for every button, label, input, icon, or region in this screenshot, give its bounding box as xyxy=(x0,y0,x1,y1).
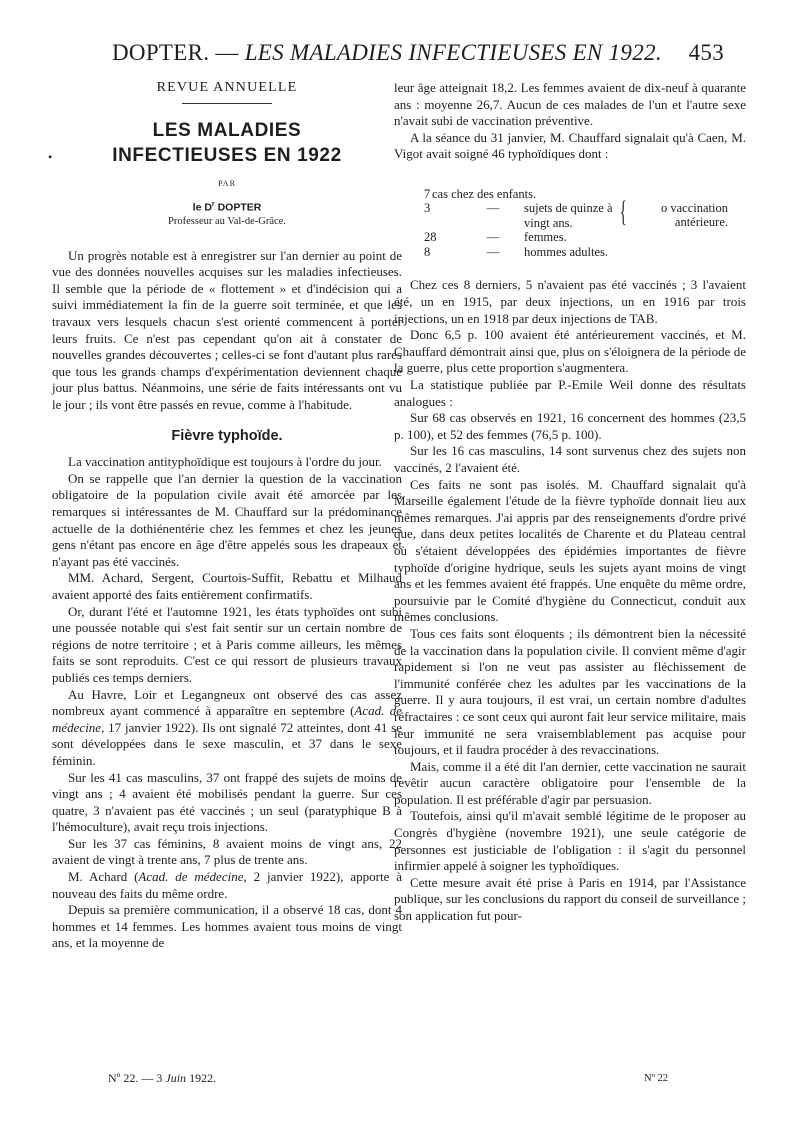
paragraph: Tous ces faits sont éloquents ; ils démontrent bien la nécessité de la vaccination dans la population civile. Il convient même d'agir rapidement si l'on ne veut pas assister au fléchissement de l'immunité conférée chez les adultes par les vaccinations de la guerre. Il y aura toujours, il est vrai, un certain nombre d'adultes réfractaires : ce sont ceux qui auront fait leur service militaire, mais leur immunité ne sera vraisemblablement pas acquise pour toujours, et il faudra procéder à des revaccinations. xyxy=(394,625,746,758)
author-prefix: le D xyxy=(192,201,212,214)
section-heading: Fièvre typhoïde. xyxy=(171,427,283,444)
case-count: 28 xyxy=(424,230,437,245)
rubric-divider xyxy=(182,103,272,104)
paragraph: A la séance du 31 janvier, M. Chauffard signalait qu'à Caen, M. Vigot avait soigné 46 typhoïdiques dont : xyxy=(394,129,746,162)
article-title-line2: INFECTIEUSES EN 1922 xyxy=(112,144,342,166)
citation: Acad. de médecine, xyxy=(52,703,403,735)
paragraph: La statistique publiée par P.-Emile Weil donne des résultats analogues : xyxy=(394,377,746,409)
header-title: LES MALADIES INFECTIEUSES EN 1922. xyxy=(244,40,662,65)
paragraph: Mais, comme il a été dit l'an dernier, cette vaccination ne saurait revêtir aucun caractère obligatoire pour l'ensemble de la population. Il est préférable d'agir par persuasion. xyxy=(394,758,746,807)
case-row xyxy=(394,187,746,202)
author-name: DOPTER xyxy=(214,201,262,214)
paragraph: On se rappelle que l'an dernier la question de la vaccination obligatoire de la population civile avait été amorcée par les remarques si intéressantes de M. Chauffard sur la prédominance actuelle de la dothiénentérie chez les femmes et chez les jeunes gens n'étant pas encore en âge d'être appelés sous les drapeaux et n'ayant pas été vaccinés. xyxy=(52,470,402,569)
page-number: 453 xyxy=(688,40,724,65)
footer-text: 1922. xyxy=(186,1071,217,1085)
left-column xyxy=(52,80,402,952)
case-dash: — xyxy=(486,201,500,216)
text-run: 2 janvier 1922), apporte à nouveau des faits du même ordre. xyxy=(52,869,402,901)
paragraph: Ces faits ne sont pas isolés. M. Chauffard signalait qu'à Marseille également l'étude de la fièvre typhoïde donnait lieu aux mêmes remarques. J'ai appris par des renseignements d'ordre privé que, dans deux petites localités de Charente et du Plateau central où s'étaient développées des épidémies importantes de fièvre typhoïde d'origine hydrique, seuls les sujets ayant moins de vingt ans et les femmes avaient été frappés. Une enquête du même ordre, poursuivie par le Comité d'hygiène du Connecticut, conduit aux mêmes conclusions. xyxy=(394,476,746,625)
paragraph: Sur 68 cas observés en 1921, 16 concernent des hommes (23,5 p. 100), et 52 des femmes (76,5 p. 100). xyxy=(394,410,746,442)
running-header xyxy=(112,36,724,70)
case-list xyxy=(394,187,746,260)
citation: Acad. de médecine, xyxy=(138,869,247,885)
paragraph: La vaccination antityphoïdique est toujours à l'ordre du jour. xyxy=(68,454,382,470)
text-run: M. Achard ( xyxy=(68,869,139,885)
paragraph: Chez ces 8 derniers, 5 n'avaient pas été vaccinés ; 3 l'avaient été, un en 1915, par deux injections, un en 1916 par trois injections, un en 1918 par deux injections de TAB. xyxy=(394,277,746,326)
text-run: Au Havre, Loir et Legangneux ont observé des cas assez nombreux ayant commencé à apparaître en septembre ( xyxy=(52,686,402,719)
article-title-line1: LES MALADIES xyxy=(152,119,302,141)
paragraph xyxy=(52,869,402,902)
case-count: 3 xyxy=(424,201,431,216)
issue-number-footer: Nº 22 xyxy=(644,1073,668,1084)
paragraph: MM. Achard, Sergent, Courtois-Suffit, Rebattu et Milhaud avaient apporté des faits entièrement confirmatifs. xyxy=(52,570,402,602)
paragraph: Cette mesure avait été prise à Paris en 1914, par l'Assistance publique, sur les conclusions du rapport du conseil de surveillance ; son application fut pour- xyxy=(394,874,747,924)
case-row xyxy=(394,230,746,245)
paragraph: Sur les 16 cas masculins, 14 sont survenus chez des sujets non vaccinés, 2 l'avaient été. xyxy=(394,443,746,475)
right-column xyxy=(394,80,746,925)
case-row xyxy=(394,245,746,260)
paragraph: Depuis sa première communication, il a observé 18 cas, dont 4 hommes et 14 femmes. Les hommes avaient tous moins de vingt ans, et la moyenne de xyxy=(52,902,402,951)
text-run: 17 janvier 1922). Ils ont signalé 72 atteintes, dont 41 se sont développées dans le sexe masculin, et 37 dans le sexe féminin. xyxy=(52,719,402,768)
issue-footer xyxy=(108,1071,216,1086)
paragraph xyxy=(52,687,402,770)
paragraph: Toutefois, ainsi qu'il m'avait semblé légitime de le proposer au Congrès d'hygiène (novembre 1921), une seule catégorie de personnes est justiciable de l'obligation : il s'agit du personnel infirmier appelé à soigner les typhoïdiques. xyxy=(394,808,746,874)
margin-mark: • xyxy=(48,150,53,164)
affiliation: Professeur au Val-de-Grâce. xyxy=(168,215,286,227)
case-dash: — xyxy=(486,230,500,245)
case-dash: — xyxy=(486,244,500,259)
paragraph: leur âge atteignait 18,2. Les femmes avaient de dix-neuf à quarante ans : moyenne 26,7. Aucun de ces malades de l'un et l'autre sexe n'avait subi de vaccination préventive. xyxy=(394,80,746,129)
paragraph: Or, durant l'été et l'automne 1921, les états typhoïdes ont subi une poussée notable qui s'est fait sentir sur un certain nombre de régions de notre territoire ; et à Paris comme ailleurs, les mêmes faits se sont reproduits. C'est ce qui ressort de plusieurs travaux publiés ces temps derniers. xyxy=(52,603,402,685)
footer-month: Juin xyxy=(165,1071,187,1085)
case-count: 7 xyxy=(424,186,431,201)
brace: { xyxy=(619,194,627,228)
case-label: cas chez des enfants. xyxy=(432,186,537,201)
vaccination-note xyxy=(632,201,728,230)
vaccination-note-line: o vaccination xyxy=(661,200,728,215)
case-count: 8 xyxy=(424,244,431,259)
byline-par: PAR xyxy=(218,178,236,188)
paragraph: Donc 6,5 p. 100 avaient été antérieurement vaccinés, et M. Chauffard démontrait ainsi que, plus on s'éloignera de la période de la guerre, plus cette proportion s'augmentera. xyxy=(394,327,746,376)
header-author: DOPTER. — xyxy=(112,40,239,65)
author-sup: r xyxy=(211,201,215,209)
rubric: REVUE ANNUELLE xyxy=(156,80,298,95)
paragraph: Sur les 37 cas féminins, 8 avaient moins de vingt ans, 22 avaient de vingt à trente ans, 7 plus de trente ans. xyxy=(52,835,402,868)
case-label: hommes adultes. xyxy=(524,244,609,259)
paragraph: Sur les 41 cas masculins, 37 ont frappé des sujets de moins de vingt ans ; 4 avaient été mobilisés pendant la guerre. Sur ces quatre, 3 n'avaient pas été vaccinés ; un seul (paratyphique B à l'hémoculture), avait reçu trois injections. xyxy=(52,769,402,835)
footer-text: Nº 22. — 3 xyxy=(108,1071,166,1085)
author xyxy=(52,198,402,215)
intro-paragraph: Un progrès notable est à enregistrer sur l'an dernier au point de vue des données nouvelles acquises sur les maladies infectieuses. Il semble que la période de « flottement » et d'indécision qui a suivi immédiatement la fin de la guerre soit terminée, et que les travaux vers lesquels chacun s'est orienté commencent à porter leurs fruits. Ce n'est pas cependant qu'on ait à constater de nouvelles grandes découvertes ; celles-ci se font d'autant plus rares que tous les grands champs d'expérimentation deviennent chaque jour plus battus. Néanmoins, une série de faits intéressants ont vu le jour ; ils vont être passés en revue, comme à l'habitude. xyxy=(52,247,402,413)
vaccination-note-line: antérieure. xyxy=(674,215,728,230)
case-label: femmes. xyxy=(524,230,567,245)
case-label: sujets de quinze à vingt ans. xyxy=(524,201,613,230)
